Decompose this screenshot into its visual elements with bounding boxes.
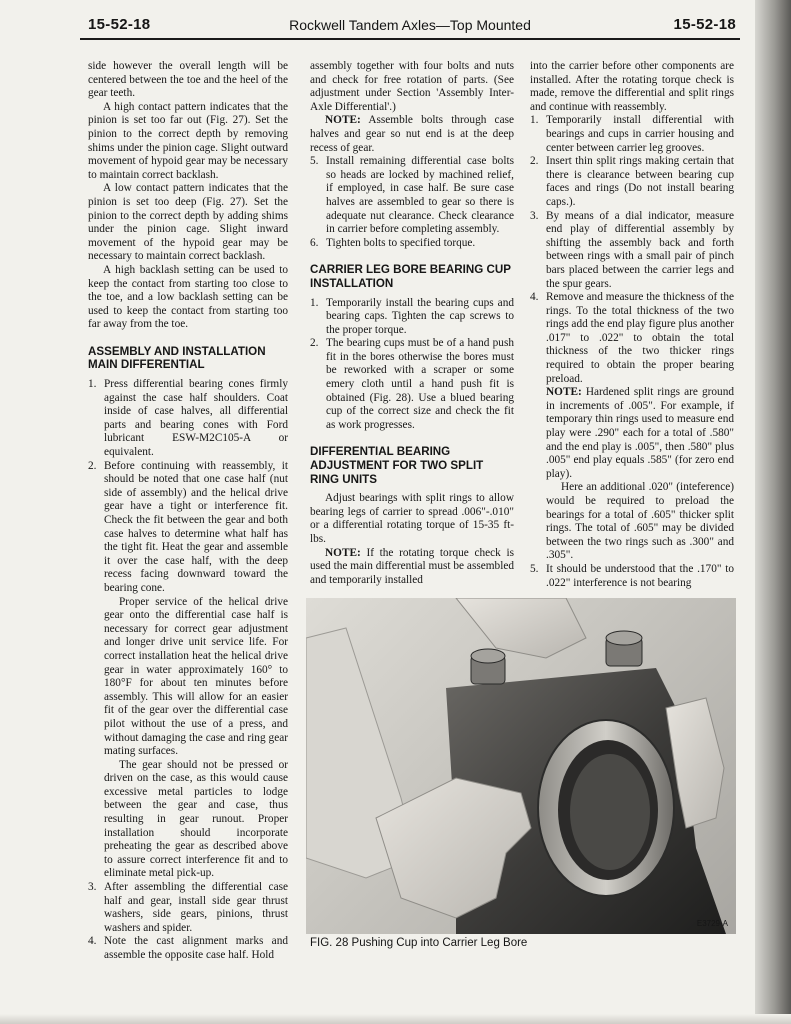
paragraph: Adjust bearings with split rings to allow bearing legs of carrier to spread .006"-.010" or a differential rotating torque of 15-35 ft-lbs. <box>310 492 514 545</box>
step-number: 3. <box>88 881 97 894</box>
column-1 <box>88 60 288 963</box>
figure-photo <box>306 598 736 934</box>
step-number: 1. <box>88 378 97 391</box>
list-item <box>530 114 734 155</box>
list-item <box>310 155 514 237</box>
list-item <box>530 155 734 209</box>
list-item <box>530 563 734 590</box>
column-3 <box>530 60 734 590</box>
paragraph: Here an additional .020" (inteference) would be required to preload the bearings for a total of .605" thicker split rings. The total of .605" may be divided between the two rings such as .300" and .305". <box>546 481 734 562</box>
step-text: The bearing cups must be of a hand push fit in the bores otherwise the bores must be reworked with a scraper or some emery cloth until a hand push fit is obtained (Fig. 28). Use a blued bearing cup of the correct size and check the fit as work progresses. <box>326 337 514 431</box>
step-number: 5. <box>530 562 539 575</box>
page-header <box>80 12 740 40</box>
section-heading: DIFFERENTIAL BEARING ADJUSTMENT FOR TWO SPLIT RING UNITS <box>310 445 484 486</box>
list-item <box>310 337 514 432</box>
header-rule <box>80 38 740 40</box>
note-label: NOTE: <box>546 386 582 399</box>
list-item <box>88 935 288 962</box>
paragraph: A low contact pattern indicates that the pinion is set too deep (Fig. 27). Set the pinion to the correct depth by adding shims under the pinion cage. Slight inward movement of the hypoid gear may be necessary to maintain correct backlash. <box>88 182 288 263</box>
step-text: Temporarily install the bearing cups and bearing caps. Tighten the cap screws to the proper torque. <box>326 296 514 336</box>
note-paragraph <box>546 386 734 481</box>
figure-caption: FIG. 28 Pushing Cup into Carrier Leg Bore <box>310 937 528 949</box>
figure-id: E3729-A <box>696 919 728 928</box>
carrier-bearing-photo <box>306 598 736 934</box>
step-list <box>88 378 288 963</box>
paragraph: assembly together with four bolts and nuts and check for free rotation of parts. (See adjustment under Section 'Assembly Inter-Axle Differential'.) <box>310 60 514 113</box>
note-text: If the rotating torque check is used the main differential must be assembled and temporarily installed <box>310 546 514 586</box>
step-list <box>310 155 514 250</box>
step-number: 4. <box>530 291 539 304</box>
note-paragraph <box>310 114 514 155</box>
section-heading: CARRIER LEG BORE BEARING CUP INSTALLATION <box>310 263 511 290</box>
step-list <box>310 297 514 433</box>
list-item <box>88 378 288 460</box>
list-item <box>530 210 734 292</box>
list-item <box>88 881 288 935</box>
step-text: Tighten bolts to specified torque. <box>326 236 476 249</box>
paragraph: A high contact pattern indicates that the pinion is set too far out (Fig. 27). Set the pinion to the correct depth by removing shims under the pinion cage. Slight outward movement of hypoid gear may be necessary to maintain correct backlash. <box>88 100 288 181</box>
step-number: 3. <box>530 209 539 222</box>
step-text: It should be understood that the .170" to .022" interference is not bearing <box>546 562 734 589</box>
binding-shadow <box>755 0 791 1024</box>
list-item <box>530 291 734 563</box>
paragraph: The gear should not be pressed or driven on the case, as this would cause excessive metal particles to lodge between the gear and case, thus resulting in gear runout. Proper installation should incorporate preheating the gear as described above to assure correct interference fit and to eliminate metal pick-up. <box>104 758 288 880</box>
running-title: Rockwell Tandem Axles—Top Mounted <box>289 17 531 33</box>
step-text: Before continuing with reassembly, it should be noted that one case half (nut side of assembly) and the helical drive gear have a tight or interference fit. Check the fit between the gear and both case halves to determine what half has the tight fit. Heat the gear and assemble it over the case half, with the deep recess facing downward toward the bearing cone. <box>104 459 288 594</box>
list-item <box>310 237 514 251</box>
step-number: 1. <box>310 296 319 309</box>
list-item <box>310 297 514 338</box>
step-text: Insert thin split rings making certain that there is clearance between bearing cup faces and rings (Do not install bearing caps.). <box>546 155 734 208</box>
note-paragraph <box>310 547 514 588</box>
step-list <box>530 114 734 590</box>
step-text: Remove and measure the thickness of the rings. To the total thickness of the two rings add the end play figure plus another .017" to .022" to obtain the total thickness of the two thicker rings required to obtain the proper bearing preload. <box>546 291 734 385</box>
step-number: 2. <box>530 155 539 168</box>
paragraph: A high backlash setting can be used to keep the contact from starting too close to the toe, and a low backlash setting can be used to keep the contact from starting too far away from the toe. <box>88 263 288 331</box>
paragraph: Proper service of the helical drive gear onto the differential case half is necessary for correct gear adjustment and longer drive unit service life. For correct installation heat the helical drive gear in water approximately 160° to 180°F for about ten minutes before assembly. This will allow for an easier fit of the gear over the differential case pilot without the use of a press, and without damaging the case and ring gear mating surfaces. <box>104 595 288 758</box>
note-label: NOTE: <box>325 114 361 127</box>
note-label: NOTE: <box>325 546 361 559</box>
page-number-left: 15-52-18 <box>88 16 151 33</box>
step-number: 2. <box>310 337 319 350</box>
step-text: Temporarily install differential with bearings and cups in carrier housing and center between carrier leg grooves. <box>546 114 734 154</box>
column-2 <box>310 60 514 587</box>
page-number-right: 15-52-18 <box>673 16 736 33</box>
list-item <box>88 460 288 881</box>
note-text: Hardened split rings are ground in increments of .005". For example, if temporary thin rings used to measure end play were .290" each for a total of .580" and the end play is .005", then .580" plus .005" end play equals .585" (for zero end play). <box>546 386 734 480</box>
section-heading: ASSEMBLY AND INSTALLATION MAIN DIFFERENTIAL <box>88 344 266 372</box>
step-text: After assembling the differential case half and gear, install side gear thrust washers, side gears, pinions, thrust washers and spider. <box>104 881 288 934</box>
step-number: 6. <box>310 236 319 249</box>
step-text: By means of a dial indicator, measure end play of differential assembly by shifting the assembly back and forth between rings with a small pair of pinch bars placed between the carrier legs and the spur gears. <box>546 209 734 290</box>
step-number: 5. <box>310 155 319 168</box>
note-text: Assemble bolts through case halves and gear so nut end is at the deep recess of gear. <box>310 114 514 154</box>
step-text: Press differential bearing cones firmly against the case half shoulders. Coat inside of case halves, all differential parts and bearing cones with Ford lubricant ESW-M2C105-A or equivalent. <box>104 378 288 459</box>
paragraph: side however the overall length will be centered between the toe and the heel of the gear teeth. <box>88 60 288 100</box>
page-edge <box>0 1014 791 1024</box>
step-number: 2. <box>88 459 97 472</box>
step-number: 4. <box>88 935 97 948</box>
step-text: Note the cast alignment marks and assemble the opposite case half. Hold <box>104 935 288 961</box>
step-text: Install remaining differential case bolts so heads are locked by machined relief, if employed, in case half. Be sure case halves are assembled to gear so there is adequate nut clearance. Check clearance in carrier before completing assembly. <box>326 155 514 236</box>
step-number: 1. <box>530 114 539 127</box>
paragraph: into the carrier before other components are installed. After the rotating torque check is made, remove the differential and split rings and continue with reassembly. <box>530 60 734 113</box>
